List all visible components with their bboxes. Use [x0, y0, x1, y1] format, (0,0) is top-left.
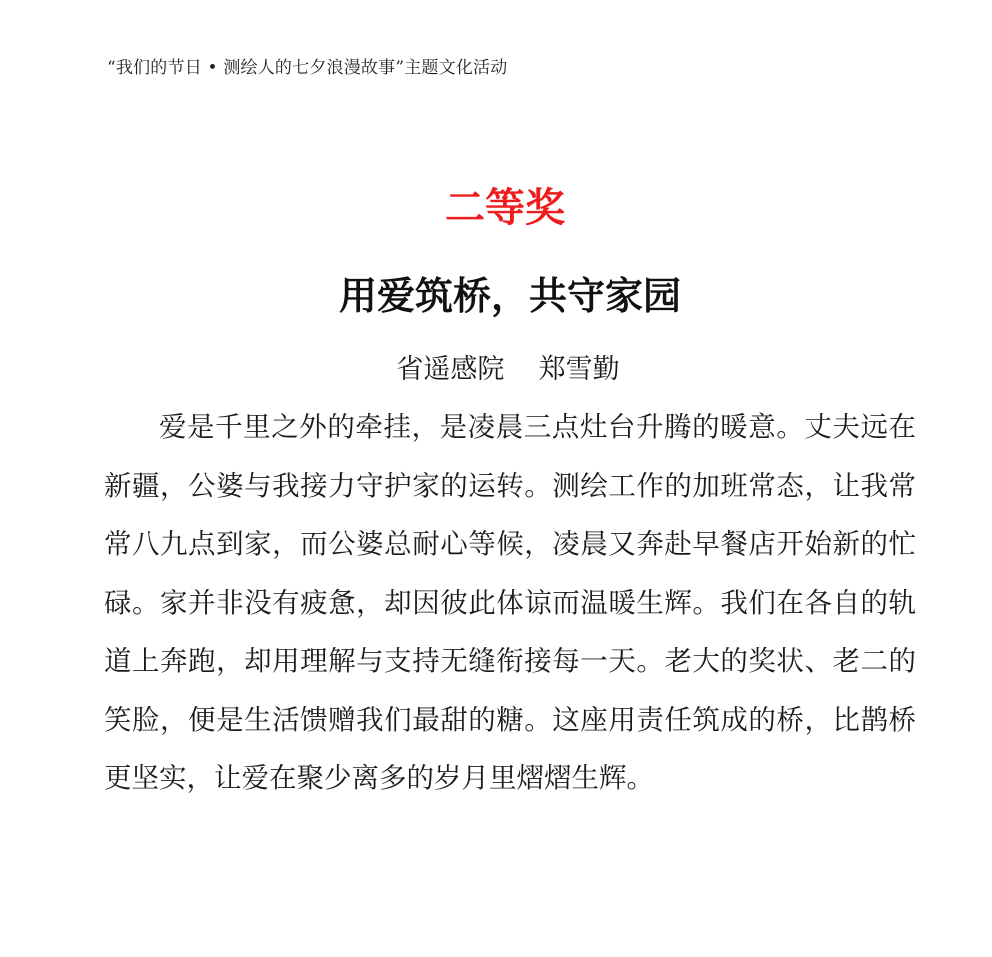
article-author: 省遥感院 郑雪勤	[396, 354, 620, 385]
award-level: 二等奖	[445, 184, 565, 231]
article-body: 爱是千里之外的牵挂，是凌晨三点灶台升腾的暖意。丈夫远在新疆，公婆与我接力守护家的运转。测绘工作的加班常态，让我常常八九点到家，而公婆总耐心等候，凌晨又奔赴早餐店开始新的忙碌。家并非没有疲惫，却因彼此体谅而温暖生辉。我们在各自的轨道上奔跑，却用理解与支持无缝衔接每一天。老大的奖状、老二的笑脸，便是生活馈赠我们最甜的糖。这座用责任筑成的桥，比鹊桥更坚实，让爱在聚少离多的岁月里熠熠生辉。	[104, 411, 916, 794]
page-header: “我们的节日 • 测绘人的七夕浪漫故事”主题文化活动	[107, 58, 508, 78]
article-title: 用爱筑桥，共守家园	[338, 273, 681, 318]
